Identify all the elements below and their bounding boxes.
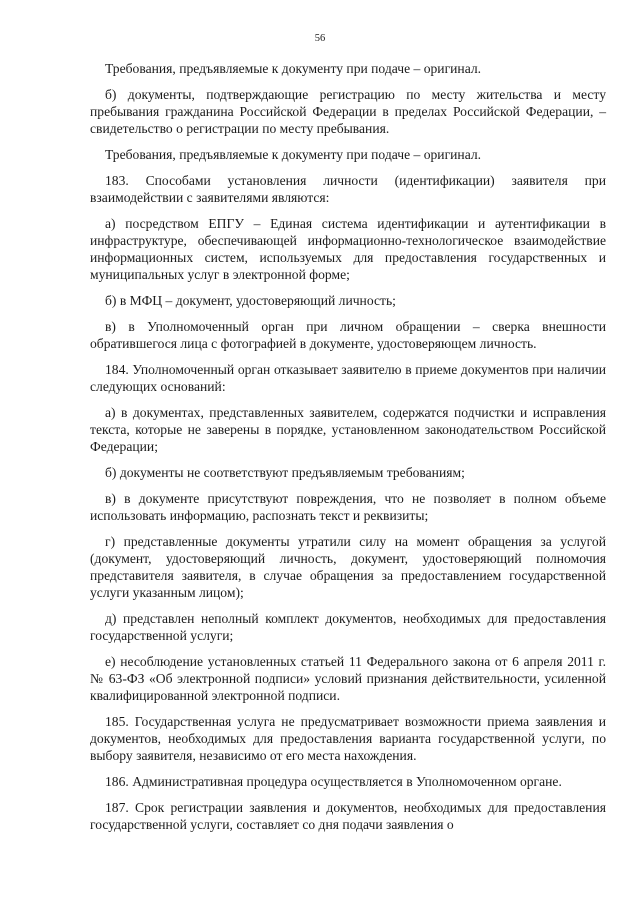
- paragraph-184-b-noncompliance: б) документы не соответствуют предъявляемым требованиям;: [105, 465, 465, 480]
- paragraph-residence-registration: б) документы, подтверждающие регистрацию по месту жительства и месту пребывания гражданина Российской Федерации в пределах Российской Федерации, – свидетельство о регистрации по месту пребывания.: [90, 87, 606, 136]
- paragraph-186-procedure: 186. Административная процедура осуществляется в Уполномоченном органе.: [105, 774, 562, 789]
- paragraph-183-identification-methods: 183. Способами установления личности (идентификации) заявителя при взаимодействии с заявителями являются:: [90, 173, 606, 205]
- paragraph-183-a-epgu: а) посредством ЕПГУ – Единая система идентификации и аутентификации в инфраструктуре, обеспечивающей информационно-технологическое взаимодействие информационных систем, используемых для предоставления государственных и муниципальных услуг в электронной форме;: [90, 216, 606, 282]
- page-number: 56: [314, 33, 326, 44]
- paragraph-requirements-original-1: Требования, предъявляемые к документу при подаче – оригинал.: [105, 61, 482, 76]
- paragraph-184-e-incomplete: д) представлен неполный комплект документов, необходимых для предоставления государственной услуги;: [90, 611, 606, 643]
- paragraph-184-a-corrections: а) в документах, представленных заявителем, содержатся подчистки и исправления текста, которые не заверены в порядке, установленном законодательством Российской Федерации;: [90, 405, 606, 454]
- paragraph-184-c-damage: в) в документе присутствуют повреждения, что не позволяет в полном объеме использовать информацию, распознать текст и реквизиты;: [90, 491, 606, 523]
- document-body: [90, 60, 606, 842]
- paragraph-187-registration-term: 187. Срок регистрации заявления и документов, необходимых для предоставления государственной услуги, составляет со дня подачи заявления о: [90, 800, 606, 832]
- paragraph-requirements-original-2: Требования, предъявляемые к документу при подаче – оригинал.: [105, 147, 482, 162]
- paragraph-184-d-expired: г) представленные документы утратили силу на момент обращения за услугой (документ, удостоверяющий личность, документ, удостоверяющий полномочия представителя заявителя, в случае обращения за предоставлением государственной услуги указанным лицом);: [90, 534, 606, 600]
- paragraph-185-extraterritorial: 185. Государственная услуга не предусматривает возможности приема заявления и документов, необходимых для предоставления варианта государственной услуги, по выбору заявителя, независимо от его места нахождения.: [90, 714, 606, 763]
- paragraph-184-f-signature: е) несоблюдение установленных статьей 11 Федерального закона от 6 апреля 2011 г. № 63-ФЗ «Об электронной подписи» условий признания действительности, усиленной квалифицированной электронной подписи.: [90, 654, 606, 703]
- paragraph-184-refusal-grounds: 184. Уполномоченный орган отказывает заявителю в приеме документов при наличии следующих оснований:: [90, 362, 606, 394]
- paragraph-183-c-authority: в) в Уполномоченный орган при личном обращении – сверка внешности обратившегося лица с фотографией в документе, удостоверяющем личность.: [90, 319, 606, 351]
- paragraph-183-b-mfc: б) в МФЦ – документ, удостоверяющий личность;: [105, 293, 396, 308]
